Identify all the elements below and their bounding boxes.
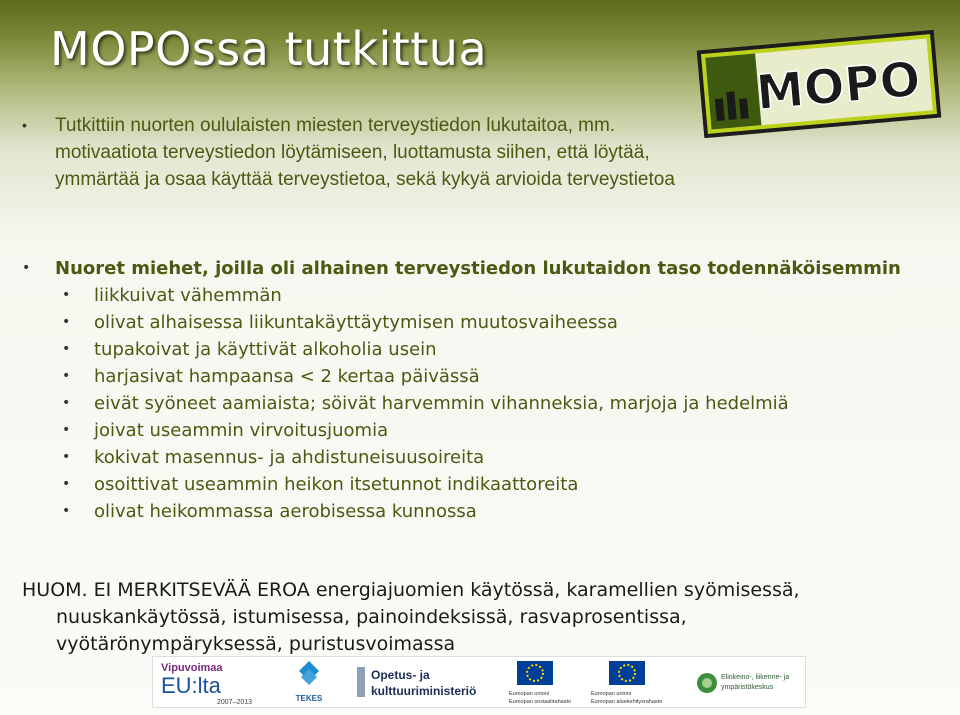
list-item: • olivat alhaisessa liikuntakäyttäytymisen muutosvaiheessa [26,309,946,336]
findings-list [26,282,946,525]
eu-social-fund-logo [505,657,585,707]
tekes-logo [289,657,329,707]
mopo-logo [697,30,942,138]
svg-text:Euroopan aluekehitysrahasto: Euroopan aluekehitysrahasto [591,699,663,705]
list-item: • olivat heikommassa aerobisessa kunnossa [26,498,946,525]
svg-text:Euroopan unioni: Euroopan unioni [509,691,550,697]
svg-text:Elinkeino-, liikenne- ja: Elinkeino-, liikenne- ja [721,674,790,681]
svg-text:Euroopan unioni: Euroopan unioni [591,691,632,697]
note-line-3: vyötärönympäryksessä, puristusvoimassa [56,633,456,655]
ely-centre-logo [693,657,803,707]
list-item: • eivät syöneet aamiaista; söivät harvemmin vihanneksia, marjoja ja hedelmiä [26,390,946,417]
note-no-difference [22,577,952,658]
note-line-2: nuuskankäytössä, istumisessa, painoindeksissä, rasvaprosentissa, [56,606,687,628]
list-item: • liikkuivat vähemmän [26,282,946,309]
list-item: • osoittivat useammin heikon itsetunnot indikaattoreita [26,471,946,498]
svg-text:EU:lta: EU:lta [161,673,221,698]
svg-text:TEKES: TEKES [295,694,323,703]
svg-text:Euroopan sosiaalirahasto: Euroopan sosiaalirahasto [509,699,572,705]
bullet-dot: • [22,117,27,133]
list-item: • tupakoivat ja käyttivät alkoholia usein [26,336,946,363]
svg-text:2007–2013: 2007–2013 [217,699,253,706]
euita-logo [157,657,277,707]
bullet-dot: • [22,260,31,276]
svg-text:MOPO: MOPO [753,51,923,122]
eu-regional-fund-logo [589,657,679,707]
list-item: • joivat useammin virvoitusjuomia [26,417,946,444]
svg-text:Vipuvoimaa: Vipuvoimaa [161,662,223,674]
bullet-findings [22,255,946,525]
note-line-1: HUOM. EI MERKITSEVÄÄ EROA energiajuomien käytössä, karamellien syömisessä, [22,579,800,601]
svg-text:Opetus- ja: Opetus- ja [371,668,430,682]
page-title: MOPOssa tutkittua [50,22,488,76]
findings-heading: Nuoret miehet, joilla oli alhainen terveystiedon lukutaidon taso todennäköisemmin [55,258,901,279]
svg-text:kulttuuriministeriö: kulttuuriministeriö [371,684,477,698]
bullet-study-description: • Tutkittiin nuorten oululaisten miesten terveystiedon lukutaitoa, mm. motivaatiota terveystiedon löytämiseen, luottamusta siihen, että löytää, ymmärtää ja osaa käyttää terveystietoa, sekä kykyä arvioida terveystietoa [26,112,706,193]
funder-logos-footer [152,656,806,708]
list-item: • harjasivat hampaansa < 2 kertaa päivässä [26,363,946,390]
list-item: • kokivat masennus- ja ahdistuneisuusoireita [26,444,946,471]
ministry-logo [353,657,483,707]
svg-text:ympäristökeskus: ympäristökeskus [721,684,774,691]
